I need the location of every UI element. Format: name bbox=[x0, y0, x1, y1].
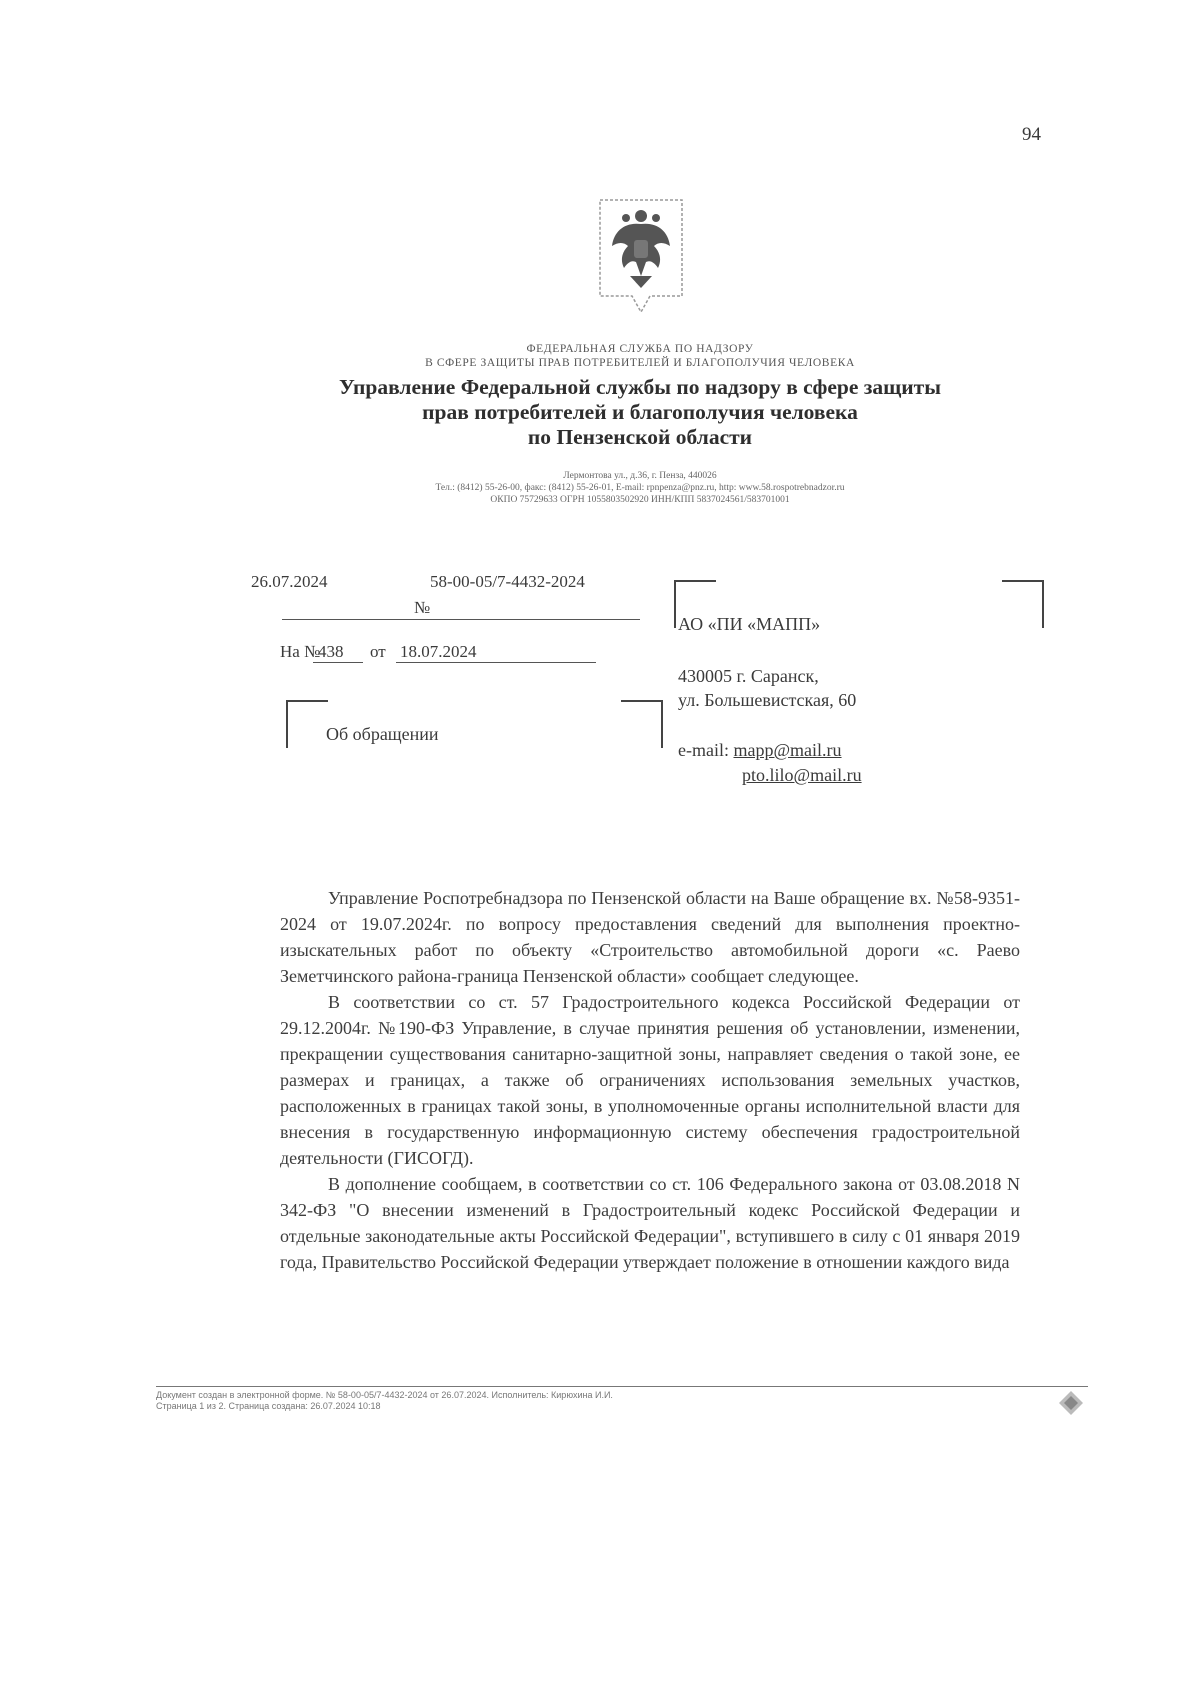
email-label: e-mail: bbox=[678, 740, 729, 760]
addressee-corner-right bbox=[1002, 580, 1044, 628]
coat-of-arms-icon bbox=[596, 196, 686, 320]
subject-corner-right bbox=[621, 700, 663, 748]
body-paragraph-1: Управление Роспотребнадзора по Пензенской области на Ваше обращение вх. №58-9351-2024 от 19.07.2024г. по вопросу предоставления сведений для выполнения проектно-изыскательных работ по объекту «Строительство автомобильной дороги «с. Раево Земетчинского района-граница Пензенской области» сообщает следующее. bbox=[280, 888, 1020, 986]
body-paragraph-3: В дополнение сообщаем, в соответствии со ст. 106 Федерального закона от 03.08.2018 N 342-ФЗ "О внесении изменений в Градостроительный кодекс Российской Федерации и отдельные законодательные акты Российской Федерации", вступившего в силу с 01 января 2019 года, Правительство Российской Федерации утверждает положение в отношении каждого вида bbox=[280, 1174, 1020, 1272]
contacts-line3: ОКПО 75729633 ОГРН 1055803502920 ИНН/КПП 5837024561/583701001 bbox=[490, 495, 790, 505]
agency-small-line2: В СФЕРЕ ЗАЩИТЫ ПРАВ ПОТРЕБИТЕЛЕЙ И БЛАГОПОЛУЧИЯ ЧЕЛОВЕКА bbox=[425, 357, 855, 369]
footer-line1: Документ создан в электронной форме. № 58-00-05/7-4432-2024 от 26.07.2024. Исполнитель: Кирюхина И.И. bbox=[156, 1390, 613, 1400]
reference-from-label: от bbox=[370, 642, 386, 661]
registration-date: 26.07.2024 bbox=[251, 572, 328, 591]
footer-line2: Страница 1 из 2. Страница создана: 26.07.2024 10:18 bbox=[156, 1401, 381, 1411]
addressee-email-line bbox=[678, 738, 842, 762]
registration-number: 58-00-05/7-4432-2024 bbox=[430, 572, 585, 591]
agency-line2: прав потребителей и благополучия человека bbox=[422, 400, 858, 424]
contacts-line2: Тел.: (8412) 55-26-00, факс: (8412) 55-26-01, E-mail: rpnpenza@pnz.ru, http: www.58.rospotrebnadzor.ru bbox=[435, 483, 845, 493]
reference-number: 438 bbox=[318, 642, 344, 661]
email-link-2[interactable]: pto.lilo@mail.ru bbox=[742, 765, 862, 785]
footer-rule bbox=[156, 1386, 1088, 1387]
registration-line bbox=[282, 619, 640, 620]
agency-header bbox=[200, 342, 1080, 450]
addressee-name: АО «ПИ «МАПП» bbox=[678, 614, 821, 634]
agency-contacts bbox=[200, 470, 1080, 506]
registration-number-label: № bbox=[414, 598, 431, 617]
subject-corner-left bbox=[286, 700, 328, 748]
letter-subject: Об обращении bbox=[326, 724, 439, 744]
reference-date-line bbox=[396, 662, 596, 663]
agency-line3: по Пензенской области bbox=[527, 425, 753, 449]
reference-number-line bbox=[313, 662, 363, 663]
agency-line1: Управление Федеральной службы по надзору в сфере защиты bbox=[338, 375, 942, 399]
reference-date: 18.07.2024 bbox=[400, 642, 477, 661]
email-link-1[interactable]: mapp@mail.ru bbox=[733, 740, 842, 760]
letter-body bbox=[280, 885, 1020, 1275]
reference-label: На № bbox=[280, 642, 321, 661]
agency-small-line1: ФЕДЕРАЛЬНАЯ СЛУЖБА ПО НАДЗОРУ bbox=[526, 343, 754, 355]
page-number: 94 bbox=[1022, 124, 1041, 145]
contacts-line1: Лермонтова ул., д.36, г. Пенза, 440026 bbox=[563, 471, 717, 481]
e-document-mark-icon bbox=[1058, 1390, 1084, 1416]
addressee-address-line1: 430005 г. Саранск, bbox=[678, 666, 819, 686]
body-paragraph-2: В соответствии со ст. 57 Градостроительного кодекса Российской Федерации от 29.12.2004г. №190-ФЗ Управление, в случае принятия решения об установлении, изменении, прекращении существования санитарно-защитной зоны, направляет сведения о такой зоне, ее размерах и границах, а также об ограничениях использования земельных участков, расположенных в границах такой зоны, в уполномоченные органы исполнительной власти для внесения в государственную информационную систему обеспечения градостроительной деятельности (ГИСОГД). bbox=[280, 992, 1020, 1168]
addressee-address-line2: ул. Большевистская, 60 bbox=[678, 690, 857, 710]
footer-stamp bbox=[156, 1390, 1056, 1412]
